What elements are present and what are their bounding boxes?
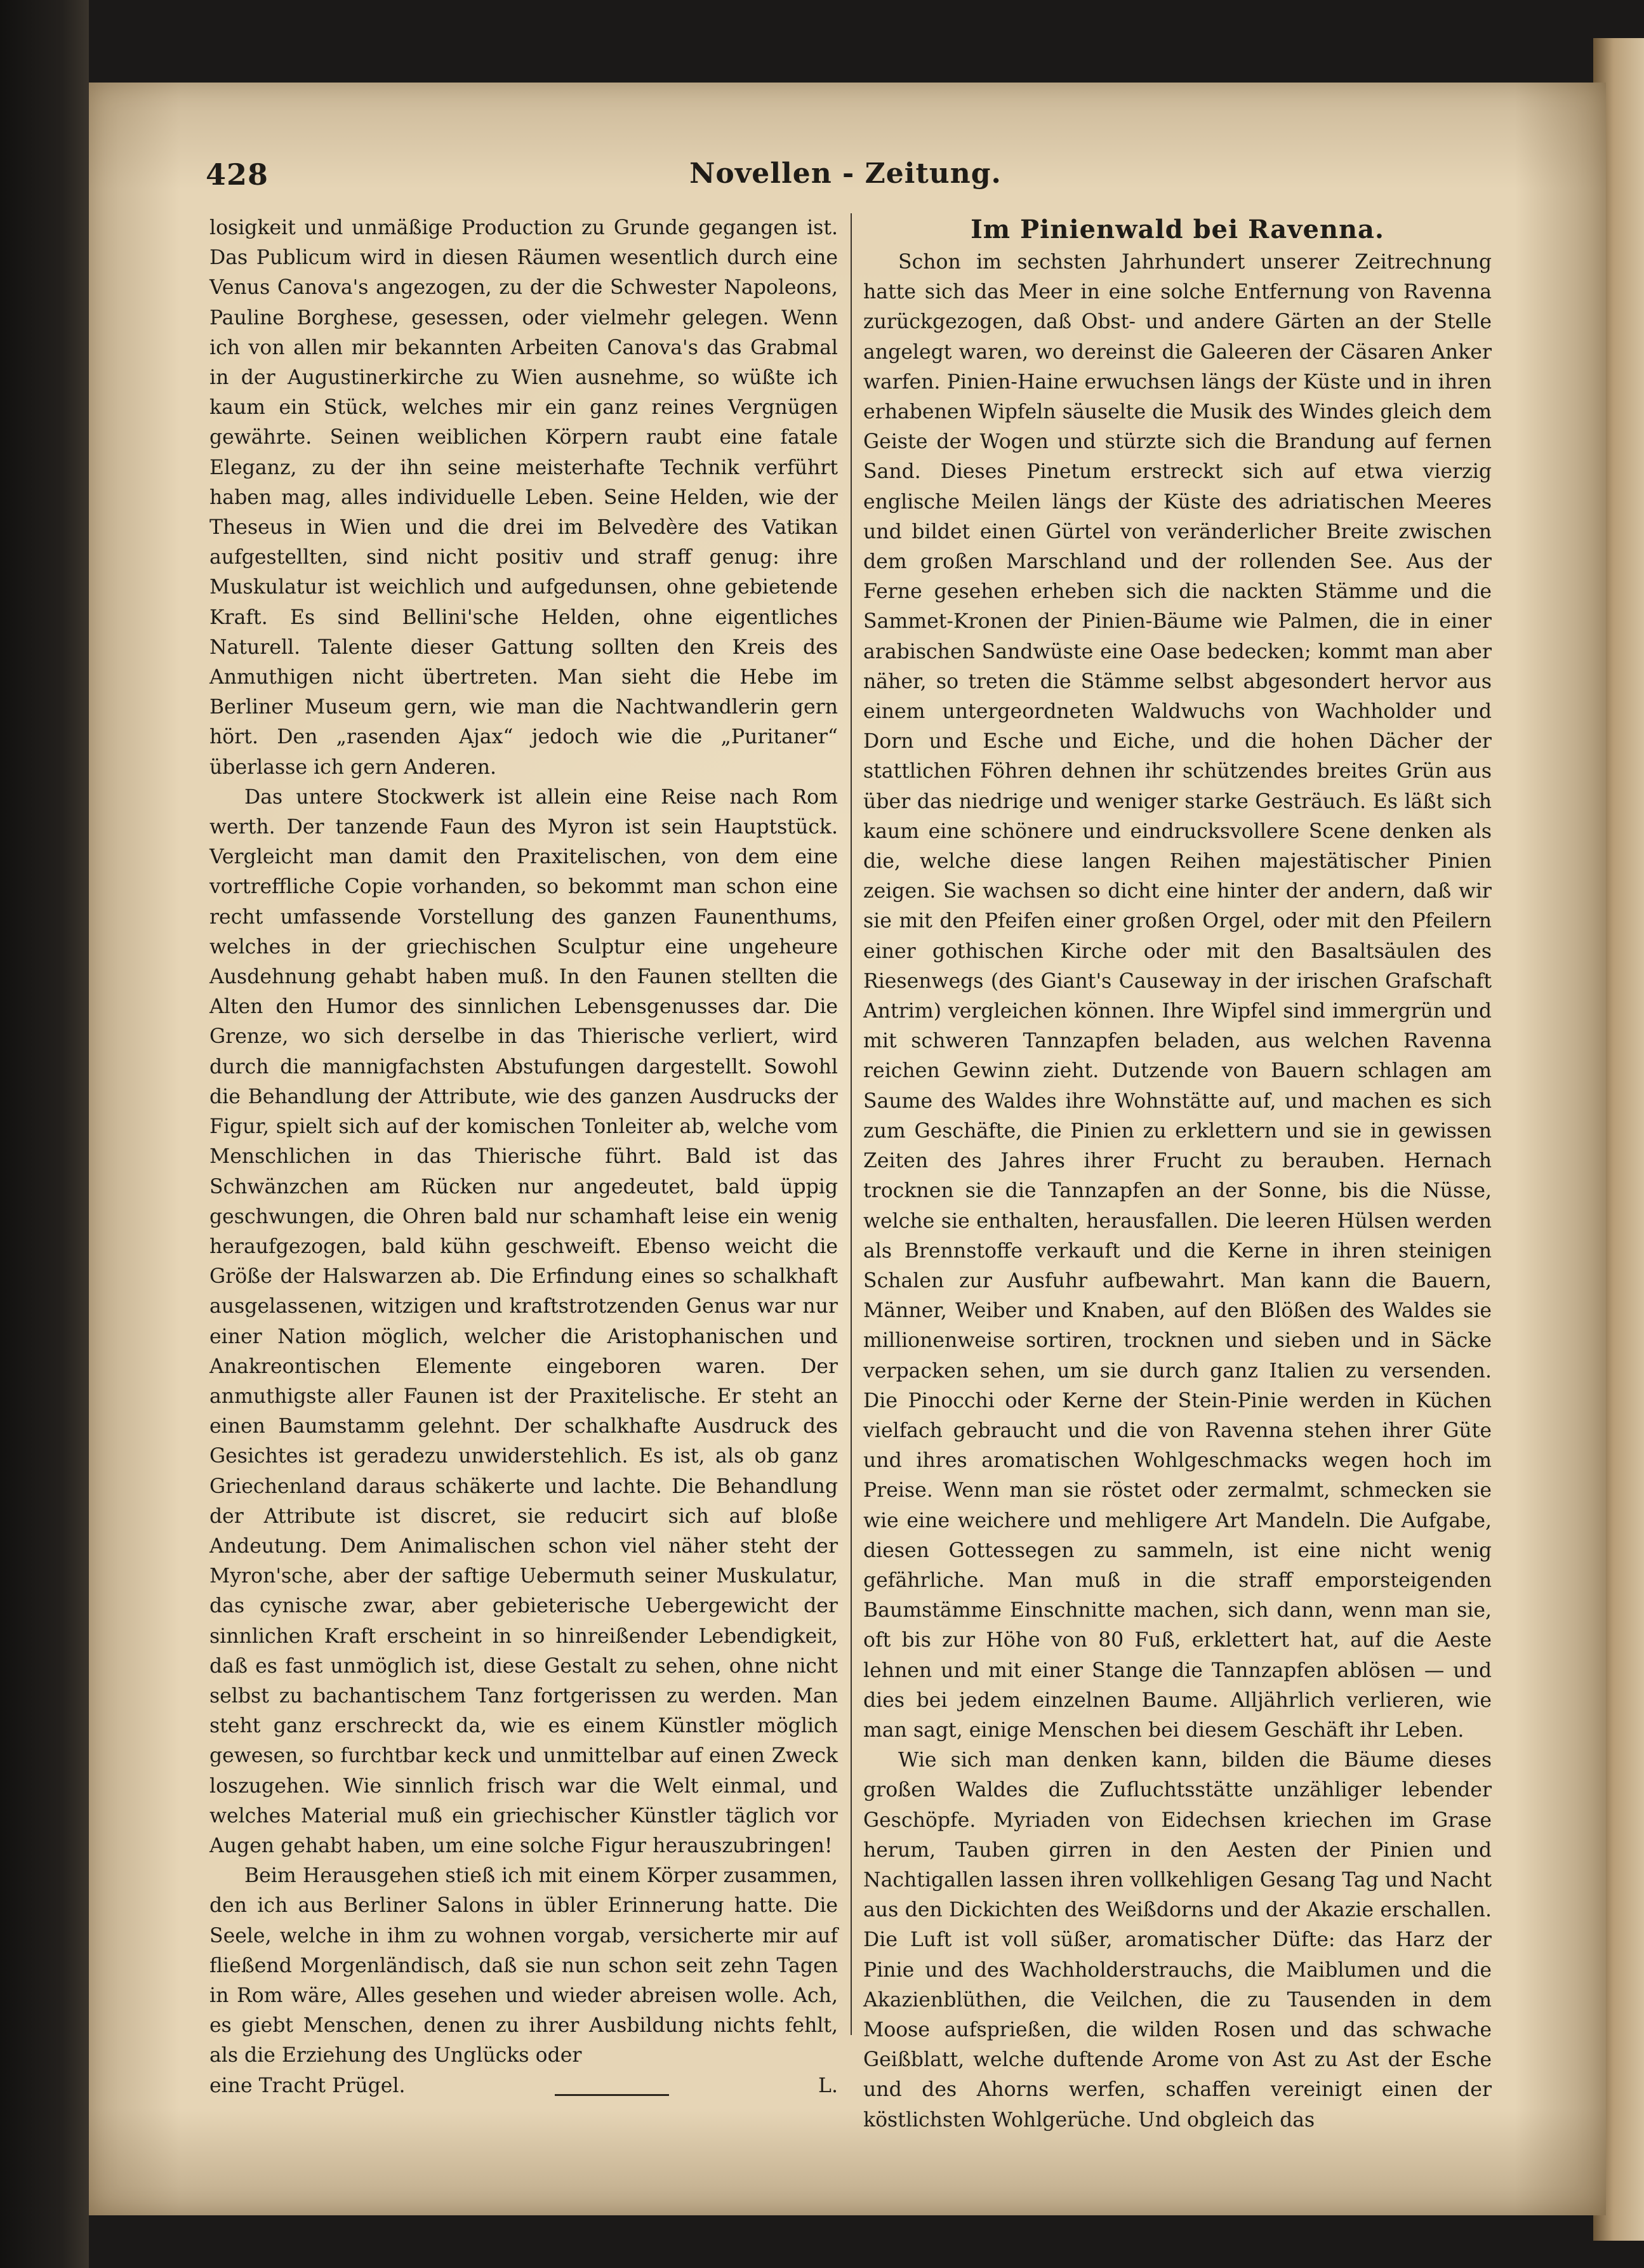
book-binding <box>0 0 89 2268</box>
running-title: Novellen - Zeitung. <box>689 157 1002 190</box>
paragraph-canova: losigkeit und unmäßige Production zu Grunde gegangen ist. Das Publicum wird in diesen Räumen wesentlich durch eine Venus Canova's angezogen, zu der die Schwester Napoleons, Pauline Borghese, gesessen, oder vielmehr gelegen. Wenn ich von allen mir bekannten Arbeiten Canova's das Grabmal in der Augustinerkirche zu Wien ausnehme, so wüßte ich kaum ein Stück, welches mir ein ganz reines Vergnügen gewährte. Seinen weiblichen Körpern raubt eine fatale Eleganz, zu der ihn seine meisterhafte Technik verführt haben mag, alles individuelle Leben. Seine Helden, wie der Theseus in Wien und die drei im Belvedère des Vatikan aufgestellten, sind nicht positiv und straff genug: ihre Muskulatur ist weichlich und aufgedunsen, ohne gebietende Kraft. Es sind Bellini'sche Helden, ohne eigentliches Naturell. Talente dieser Gattung sollten den Kreis des Anmuthigen nicht übertreten. Man sieht die Hebe im Berliner Museum gern, wie man die Nachtwandlerin gern hört. Den „rasenden Ajax“ jedoch wie die „Puritaner“ überlasse ich gern Anderen. <box>209 216 838 779</box>
page-number: 428 <box>206 157 269 192</box>
section-end-rule <box>555 2094 669 2096</box>
paragraph-geschoepfe: Wie sich man denken kann, bilden die Bäume dieses großen Waldes die Zufluchtsstätte unzähliger lebender Geschöpfe. Myriaden von Eidechsen kriechen im Grase herum, Tauben girren in den Aesten der Pinien und Nachtigallen lassen ihren vollkehligen Gesang Tag und Nacht aus den Dickichten des Weißdorns und der Akazie erschallen. Die Luft ist voll süßer, aromatischer Düfte: das Harz der Pinie und des Wachholderstrauchs, die Maiblumen und die Akazienblüthen, die Veilchen, die zu Tausenden in dem Moose aufsprießen, die wilden Rosen und das schwache Geißblatt, welche duftende Arome von Ast zu Ast der Esche und des Ahorns werfen, schaffen vereinigt einen der köstlichsten Wohlgerüche. Und obgleich das <box>863 1749 1492 2132</box>
closing-text: eine Tracht Prügel. <box>209 2074 406 2097</box>
article-title: Im Pinienwald bei Ravenna. <box>971 215 1384 244</box>
paragraph-faun: Das untere Stockwerk ist allein eine Reise nach Rom werth. Der tanzende Faun des Myron ist sein Hauptstück. Vergleicht man damit den Praxitelischen, von dem eine vortreffliche Copie vorhanden, so bekommt man schon eine recht umfassende Vorstellung des ganzen Faunenthums, welches in der griechischen Sculptur eine ungeheure Ausdehnung gehabt haben muß. In den Faunen stellten die Alten den Humor des sinnlichen Lebensgenusses dar. Die Grenze, wo sich derselbe in das Thierische verliert, wird durch die mannigfachsten Abstufungen dargestellt. Sowohl die Behandlung der Attribute, wie des ganzen Ausdrucks der Figur, spielt sich auf der komischen Tonleiter ab, welche vom Menschlichen in das Thierische führt. Bald ist das Schwänzchen am Rücken nur angedeutet, bald üppig geschwungen, die Ohren bald nur schamhaft leise ein wenig heraufgezogen, bald kühn geschweift. Ebenso weicht die Größe der Halswarzen ab. Die Erfindung eines so schalkhaft ausgelassenen, witzigen und kraftstrotzenden Genus war nur einer Nation möglich, welcher die Aristophanischen und Anakreontischen Elemente eingeboren waren. Der anmuthigste aller Faunen ist der Praxitelische. Er steht an einen Baumstamm gelehnt. Der schalkhafte Ausdruck des Gesichtes ist geradezu unwiderstehlich. Es ist, als ob ganz Griechenland daraus schäkerte und lachte. Die Behandlung der Attribute ist discret, sie reducirt sich auf bloße Andeutung. Dem Animalischen schon viel näher steht der Myron'sche, aber der saftige Uebermuth seiner Muskulatur, das cynische zwar, aber gebieterische Uebergewicht der sinnlichen Kraft erscheint in so hinreißender Lebendigkeit, daß es fast unmöglich ist, diese Gestalt zu sehen, ohne nicht selbst zu bachantischem Tanz fortgerissen zu werden. Man steht ganz erschreckt da, wie es einem Künstler möglich gewesen, so furchtbar keck und unmittelbar auf einen Zweck loszugehen. Wie sinnlich frisch war die Welt einmal, und welches Material muß ein griechischer Künstler täglich vor Augen gehabt haben, um eine solche Figur herauszubringen! <box>209 785 838 1857</box>
left-column <box>209 213 838 2097</box>
paragraph-berliner: Beim Herausgehen stieß ich mit einem Körper zusammen, den ich aus Berliner Salons in übler Erinnerung hatte. Die Seele, welche in ihm zu wohnen vorgab, versicherte mir auf fließend Morgenländisch, daß sie nun schon seit zehn Tagen in Rom wäre, Alles gesehen und wieder abreisen wolle. Ach, es giebt Menschen, denen zu ihrer Ausbildung nichts fehlt, als die Erziehung des Unglücks oder <box>209 1864 838 2067</box>
author-signature: L. <box>818 2074 838 2097</box>
right-column <box>863 213 1492 2132</box>
signature-line <box>209 2071 838 2101</box>
column-divider <box>851 213 852 2035</box>
paragraph-pinienwald: Schon im sechsten Jahrhundert unserer Zeitrechnung hatte sich das Meer in eine solche Entfernung von Ravenna zurückgezogen, daß Obst- und andere Gärten an der Stelle angelegt waren, wo dereinst die Galeeren der Cäsaren Anker warfen. Pinien-Haine erwuchsen längs der Küste und in ihren erhabenen Wipfeln säuselte die Musik des Windes gleich dem Geiste der Wogen und stürzte sich die Brandung auf fernen Sand. Dieses Pinetum erstreckt sich auf etwa vierzig englische Meilen längs der Küste des adriatischen Meeres und bildet einen Gürtel von veränderlicher Breite zwischen dem großen Marschland und der rollenden See. Aus der Ferne gesehen erheben sich die nackten Stämme und die Sammet-Kronen der Pinien-Bäume wie Palmen, die in einer arabischen Sandwüste eine Oase bedecken; kommt man aber näher, so treten die Stämme selbst abgesondert hervor aus einem untergeordneten Waldwuchs von Wachholder und Dorn und Esche und Eiche, und die hohen Dächer der stattlichen Föhren dehnen ihr schützendes breites Grün aus über das niedrige und weniger starke Gesträuch. Es läßt sich kaum eine schönere und eindrucksvollere Scene denken als die, welche diese langen Reihen majestätischer Pinien zeigen. Sie wachsen so dicht eine hinter der andern, daß wir sie mit den Pfeifen einer großen Orgel, oder mit den Pfeilern einer gothischen Kirche oder mit den Basaltsäulen des Riesenwegs (des Giant's Causeway in der irischen Grafschaft Antrim) vergleichen können. Ihre Wipfel sind immergrün und mit schweren Tannzapfen beladen, aus welchen Ravenna reichen Gewinn zieht. Dutzende von Bauern schlagen am Saume des Waldes ihre Wohnstätte auf, und machen es sich zum Geschäfte, die Pinien zu erklettern und sie in gewissen Zeiten des Jahres ihrer Frucht zu berauben. Hernach trocknen sie die Tannzapfen an der Sonne, bis die Nüsse, welche sie enthalten, herausfallen. Die leeren Hülsen werden als Brennstoffe verkauft und die Kerne in ihren steinigen Schalen zur Ausfuhr aufbewahrt. Man kann die Bauern, Männer, Weiber und Knaben, auf den Blößen des Waldes sie millionenweise sortiren, trocknen und sieben und in Säcke verpacken sehen, um sie durch ganz Italien zu versenden. Die Pinocchi oder Kerne der Stein-Pinie werden in Küchen vielfach gebraucht und die von Ravenna stehen ihrer Güte und ihres aromatischen Wohlgeschmacks wegen hoch im Preise. Wenn man sie röstet oder zermalmt, schmecken sie wie eine weichere und mehligere Art Mandeln. Die Aufgabe, diesen Gottessegen zu sammeln, ist eine nicht wenig gefährliche. Man muß in die straff emporsteigenden Baumstämme Einschnitte machen, sich dann, wenn man sie, oft bis zur Höhe von 80 Fuß, erklettert hat, auf die Aeste lehnen und mit einer Stange die Tannzapfen ablösen — und dies bei jedem einzelnen Baume. Alljährlich verlieren, wie man sagt, einige Menschen bei diesem Geschäft ihr Leben. <box>863 251 1492 1742</box>
page-header <box>206 157 1485 202</box>
